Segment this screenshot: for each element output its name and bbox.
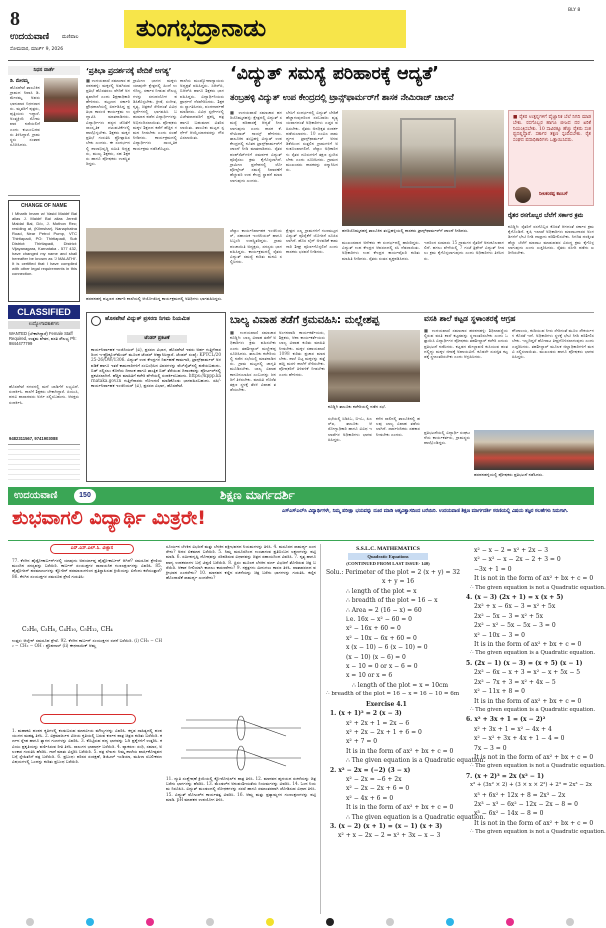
change-name-header: CHANGE OF NAME [20,203,68,209]
obit-header: ನಿಧನ ವಾರ್ತೆ [8,66,80,75]
math-exercise-label: Exercise 4.1 [366,700,407,708]
reg-dot-magenta [506,918,514,926]
article1-col2: ಗ್ರಾಮೀಣ ಭಾಗದ ಮಕ್ಕಳು ಯಾವುದೇ ಕ್ಷೇತ್ರದಲ್ಲಿ ಹಿಂದೆ ಉಳಿದಿಲ್ಲ. ಸರ್ಕಾರ ನೀಡುವ ಸೌಲಭ್ಯಗಳನ್ನು ಸದುಪಯೋಗ ಪಡಿಸಿಕೊಳ್ಳಬೇಕು. ಕ್ರೀಡೆ, ಸಂಗೀತ, ನೃತ್ಯ, ಚಿತ್ರಕಲೆ ಸೇರಿದಂತೆ ವಿವಿಧ ಸ್ಪರ್ಧೆಗಳಲ್ಲಿ ಭಾಗವಹಿಸಿ ಬಹುಮಾನ ಪಡೆದ ವಿದ್ಯಾರ್ಥಿಗಳನ್ನು ಅಭಿನಂದಿಸಲಾಯಿತು. ಪೋಷಕರು ಮಕ್ಕಳ ಶಿಕ್ಷಣದ ಕಡೆಗೆ ಹೆಚ್ಚಿನ ಗಮನ ನೀಡಬೇಕು ಎಂದು ಸಲಹೆ ನೀಡಿದರು. ಕಾರ್ಯಕ್ರಮದಲ್ಲಿ ವಿದ್ಯಾರ್ಥಿಗಳು ಸಾಂಸ್ಕೃತಿಕ ಕಾರ್ಯಕ್ರಮ ನಡೆಸಿಕೊಟ್ಟರು. [133,78,178,151]
article4-col3: ಪ್ರತಿಭಟನೆಯಲ್ಲಿ ವಿದ್ಯಾರ್ಥಿ ಸಂಘಟನೆಯ ಕಾರ್ಯಕರ್ತರು, ಗ್ರಾಮಸ್ಥರು ಪಾಲ್ಗೊಂಡಿದ್ದರು. [424,430,470,446]
math-line: 1. (x + 1)² = 2 (x − 3) [330,710,402,718]
change-name-body: I Mharib Imam w/ Vasid Maidrf Bai alias J. Maidrf Bai alias Jeredi Maidal Bai, D/o, J. Mothon Rec; residing at, (Kilmshar), Nanaphatna Road, Near Petrol Pump, VTC Thirtiapadi, PO: Thirtiapadi, Sub District: Thirtiapadi, District: Vijayanagara, Karnataka - 577 432, have changed my name and shall hereafter be known as 'J MALATHI'. It is certified that I have complied with other legal requirements in this connection. [12,211,77,276]
math-line: It is not in the form of ax² + bx + c = 0 [474,753,594,761]
structure-diagram [22,680,152,710]
masthead-rule [8,60,594,61]
divider-2 [8,540,594,541]
math-line: It is in the form of ax² + bx + c = 0 [346,804,454,812]
math-line: x³ + (3x² × 2) + (3 × x × 2²) + 2³ = 2x³ − 2x [470,782,592,789]
carbon-structure-svg [22,680,152,710]
classified-ad-2: ಹೊಸಪೇಟೆ ನಗರದಲ್ಲಿ ಮನೆ ಬಾಡಿಗೆಗೆ ಲಭ್ಯವಿದೆ. ಸಂಪರ್ಕಿಸಿ. ಶಾಲೆಗೆ ಶಿಕ್ಷಕರು ಬೇಕಾಗಿದ್ದಾರೆ. ಪಿಯುಸಿ, ಪದವಿ ಪಾಸಾದವರು ಅರ್ಜಿ ಸಲ್ಲಿಸಬಹುದು. ಆಸಕ್ತರು ಸಂಪರ್ಕಿಸಿ. [9,384,79,405]
math-line: It is not in the form of ax² + bx + c = 0 [474,575,594,583]
math-line: 2x² − 7x + 3 = x² + 4x − 5 [474,678,556,686]
page-number: 8 [10,8,20,30]
math-line: x² − x² + 3x + 4x + 1 − 4 = 0 [474,735,565,743]
edition: ಮಣಿಪಾಲ [62,34,79,40]
side-box-title: ರೈತರ ರಸಗೊಬ್ಬರ ಬೆಲೆಗೆ ಸರ್ಕಾರ ಕ್ರಮ [508,212,584,219]
side-news-box [508,110,594,206]
article3-photo [328,330,420,402]
registration-marks [0,916,600,928]
tender-label: ಟೆಂಡರ್ ಪ್ರಕಟಣೆ [127,335,187,343]
article2-title: ‘ವಿದ್ಯುತ್ ಸಮಸ್ಯೆ ಪರಿಹಾರಕ್ಕೆ ಆದ್ಯತೆ’ [230,64,439,84]
math-line: 7. (x + 2)³ = 2x (x² − 1) [466,772,544,780]
math-line: x + y = 16 [382,578,415,586]
article4-photo-caption: ಹರಪನಹಳ್ಳಿಯಲ್ಲಿ ಪೋಷಕರು ಪ್ರತಿಭಟನೆ ನಡೆಸಿದರು. [474,472,544,477]
math-title: S.S.L.C. MATHEMATICS [356,546,420,552]
math-line: (x − 10) (x − 6) = 0 [346,653,406,661]
math-line: x² − 4x + 6 = 0 [346,794,394,802]
change-of-name-box [8,200,80,302]
math-line: ∴ The given equation is a Quadratic equation. [470,650,596,657]
math-line: 5. (2x − 1) (x − 3) = (x + 5) (x − 1) [466,659,583,667]
paper-name: ಉದಯವಾಣಿ [10,32,50,42]
edu-col1-formula: C₂H₆, C₃H₈, C₄H₁₀, C₅H₁₂, CH₄ [22,626,113,633]
lens-ray-svg [176,712,306,772]
reg-dot-grey [206,918,214,926]
masthead [8,8,594,60]
reg-dot-grey [26,918,34,926]
math-line: x = 10 or x = 6 [346,672,393,680]
reg-dot-cyan [446,918,454,926]
left-ad-block [8,444,80,484]
math-line: ∴ Area = 2 (16 − x) = 60 [346,606,422,614]
article2-col2: ಬೇಸಿಗೆ ಸಂದರ್ಭದಲ್ಲಿ ವಿದ್ಯುತ್ ಬೇಡಿಕೆ ಹೆಚ್ಚಾಗುವುದರಿಂದ ಸರಬರಾಜು ವ್ಯತ್ಯಯವಾಗದಂತೆ ಅಧಿಕಾರಿಗಳು ಎಚ್ಚರ ವಹಿಸಬೇಕು. ರೈತರು ಅನಧಿಕೃತ ಸಂಪರ್ಕ ಪಡೆಯಬಾರದು. 10 ಎಂವಿಎ ಸಾಮರ್ಥ್ಯದ ಟ್ರಾನ್ಸ್‌ಫಾರ್ಮರ್ ಅಳವಡಿಕೆಯಿಂದ ಸುತ್ತಲಿನ ಗ್ರಾಮಗಳಿಗೆ ಅನುಕೂಲವಾಗಲಿದೆ. ಜೆಸ್ಕಾಂ ಅಧಿಕಾರಿಗಳು ರೈತರ ದೂರುಗಳಿಗೆ ತಕ್ಷಣ ಸ್ಪಂದಿಸಬೇಕು ಎಂದು ಸೂಚಿಸಿದರು. ಗ್ರಾಮದ ಮುಖಂಡರು ಶಾಸಕರನ್ನು ಸನ್ಮಾನಿಸಿದರು. [286,110,338,173]
banner-logo: ಉದಯವಾಣಿ [14,490,58,501]
math-line: ∴ length of the plot = x [346,587,417,595]
math-line: x − 10 = 0 or x − 6 = 0 [346,663,418,671]
math-line: ∴ The given equation is a Quadratic equation. [346,757,486,765]
reg-dot-black [326,918,334,926]
math-line: x² + 7 = 0 [346,738,378,746]
edu-col1-text-a: 77. ಕೆಳಗಿನ ಹೈಡ್ರೋಕಾರ್ಬನ್‌ಗಳಲ್ಲಿ ಯಾವುದು ಅಪರ್ಯಾಪ್ತ ಹೈಡ್ರೋಕಾರ್ಬನ್ ಆಗಿದೆ? ಸಮರೂಪ ಶ್ರೇಣಿಯ ಮುಂದಿನ ಸದಸ್ಯವನ್ನು ಬರೆಯಿರಿ. ಕಾರ್ಬನ್ ಸಂಯುಕ್ತಗಳ ರಾಸಾಯನಿಕ ಗುಣಲಕ್ಷಣಗಳನ್ನು ವಿವರಿಸಿ. 85. ಹೈಡ್ರೋಜನ್ ಪರಮಾಣುಗಳನ್ನು ಕ್ಲೋರಿನ್ ಪರಮಾಣುಗಳಿಂದ ಪ್ರತಿಸ್ಥಾಪಿಸುವ ಕ್ರಿಯೆಯನ್ನು ಏನೆಂದು ಕರೆಯುತ್ತಾರೆ? 86. ಕೆಳಗಿನ ಸಂಯುಕ್ತಗಳ ಸಮರೂಪ ಶ್ರೇಣಿ ಗುರುತಿಸಿ: [12,558,162,579]
classified-wanted: WANTED (ಬೇಕಾಗಿದ್ದಾರೆ) Female Staff Required, ಉತ್ತಮ ವೇತನ, ವಸತಿ ಸೌಲಭ್ಯ Ph: 9844477799 [9,331,77,347]
math-line: x² − x − 2 = x² + 2x − 3 [474,547,549,554]
obituary-box [8,66,80,196]
article2-col1: ■ ಉದಯವಾಣಿ ಸಮಾಚಾರ ಹಗರಿಬೊಮ್ಮನಹಳ್ಳಿ: ಕ್ಷೇತ್ರದಲ್ಲಿ ವಿದ್ಯುತ್ ಸಮಸ್ಯೆ ಪರಿಹಾರಕ್ಕೆ ಆದ್ಯತೆ ನೀಡಲಾಗುವುದು ಎಂದು ಶಾಸಕ ಕೆ. ನೇಮಿರಾಜ್ ನಾಯ್ಕ್ ಹೇಳಿದರು. ತಾಲೂಕಿನ ತಂಬ್ರಹಳ್ಳಿ ವಿದ್ಯುತ್ ಉಪ ಕೇಂದ್ರದಲ್ಲಿ ನೂತನ ಟ್ರಾನ್ಸ್‌ಫಾರ್ಮರ್‌ಗೆ ಚಾಲನೆ ನೀಡಿ ಮಾತನಾಡಿದರು. ರೈತರ ಪಂಪ್‌ಸೆಟ್‌ಗಳಿಗೆ ಸಮರ್ಪಕ ವಿದ್ಯುತ್ ಪೂರೈಸಲು ಕ್ರಮ ಕೈಗೊಳ್ಳಲಾಗಿದೆ. ಗ್ರಾಮೀಣ ಪ್ರದೇಶದಲ್ಲಿ ಲೋ ವೋಲ್ಟೇಜ್ ಸಮಸ್ಯೆ ನಿವಾರಣೆಗೆ ಹೆಚ್ಚುವರಿ ಉಪ ಕೇಂದ್ರ ಸ್ಥಾಪನೆ ಮಾಡಲಾಗುವುದು ಎಂದರು. [230,110,282,183]
math-line: 2. x² − 2x = (−2) (3 − x) [330,766,411,774]
side-news-text: ■ ರೈತರ ಉತ್ಪನ್ನಗಳಿಗೆ ವೈಜ್ಞಾನಿಕ ಬೆಲೆ ನಿಗದಿ ಮಾಡಬೇಕು. ರಸಗೊಬ್ಬರ ಹಾಗೂ ಬೀಜದ ದರ ಏರಿಕೆ ನಿಯಂತ್ರಿಸಬೇಕು. 10 ಸಾವಿರಕ್ಕೂ ಹೆಚ್ಚು ರೈತರು ಸಂಕಷ್ಟದಲ್ಲಿದ್ದಾರೆ. ಸರ್ಕಾರ ತಕ್ಷಣ ಸ್ಪಂದಿಸಬೇಕು. ರೈತ ಸಂಘದ ಪದಾಧಿಕಾರಿಗಳು ಒತ್ತಾಯಿಸಿದರು. [513,115,591,144]
reg-dot-magenta [146,918,154,926]
math-line: 2x³ − x³ − 6x² − 12x − 2x − 8 = 0 [474,800,578,808]
edu-col1-text-b: ಉತ್ತರ: ಆಲ್ಕೇನ್ ಸಮರೂಪ ಶ್ರೇಣಿ. 92. ಕೆಳಗಿನ ಕಾರ್ಬನ್ ಸಂಯುಕ್ತಗಳ ರಚನೆ ಬರೆಯಿರಿ. (i) CH₃ − CH₂ − CH₂ − OH : ಪ್ರೊಪನಾಲ್ (ii) ಈಥನಾಯಿಕ್ ಆಮ್ಲ [12,638,162,649]
side-box-body: ಕೂಡ್ಲಿಗಿ: ರೈತರಿಗೆ ರಸಗೊಬ್ಬರ ಕೊರತೆ ಆಗದಂತೆ ಸರ್ಕಾರ ಕ್ರಮ ಕೈಗೊಂಡಿದೆ. ಕೃಷಿ ಇಲಾಖೆ ಅಧಿಕಾರಿಗಳು ಮಾರಾಟಗಾರರ ಅಂಗಡಿಗಳಿಗೆ ಭೇಟಿ ನೀಡಿ ದಾಸ್ತಾನು ಪರಿಶೀಲಿಸಬೇಕು. ನಿಗದಿತ ದರಕ್ಕಿಂತ ಹೆಚ್ಚು ಬೆಲೆಗೆ ಮಾರಾಟ ಮಾಡುವವರ ವಿರುದ್ಧ ಕ್ರಮ ಕೈಗೊಳ್ಳಲಾಗುವುದು ಎಂದು ಎಚ್ಚರಿಸಿದರು. ರೈತರು ರಸೀದಿ ಪಡೆದು ಖರೀದಿಸಬೇಕು. [508,224,594,256]
reg-dot-yellow [266,918,274,926]
article3-col4: ಕಳೆದ ಸಾಲಿನಲ್ಲಿ ತಾಲೂಕಿನಲ್ಲಿ ಹಲವು ಬಾಲ್ಯ ವಿವಾಹ ತಡೆಯಲಾಗಿದೆ. ಸಾರ್ವಜನಿಕರು ಸಹಕಾರ ನೀಡಬೇಕು ಎಂದರು. [376,416,420,437]
math-subtitle: Quadratic Equations [348,553,428,560]
section-title: ತುಂಗಭದ್ರಾನಾಡು [136,14,267,42]
classified-sub: ಉದ್ಯೋಗಾವಕಾಶಗಳು [8,321,80,329]
article1-photo-caption: ಹರಪನಹಳ್ಳಿ ಪಟ್ಟಣದ ಸರ್ಕಾರಿ ಶಾಲೆಯಲ್ಲಿ ಆಯೋಜಿಸಿದ್ದ ಕಾರ್ಯಕ್ರಮದಲ್ಲಿ ಅತಿಥಿಗಳು ಭಾಗವಹಿಸಿದ್ದರು. [86,296,223,301]
article2-col4: ಕ್ಷೇತ್ರದ ಎಲ್ಲ ಗ್ರಾಮಗಳಿಗೆ ಗುಣಮಟ್ಟದ ವಿದ್ಯುತ್ ಪೂರೈಕೆಗೆ ಯೋಜನೆ ರೂಪಿಸಲಾಗಿದೆ. ಹೊಸ ಲೈನ್ ಅಳವಡಿಕೆ ಕಾಮಗಾರಿ ಶೀಘ್ರ ಪೂರ್ಣಗೊಳ್ಳಲಿದೆ ಎಂದು ಶಾಸಕರು ಭರವಸೆ ನೀಡಿದರು. [286,228,338,254]
math-line: ∴ breadth of the plot = 16 − x = 16 − 10 = 6m [326,691,460,698]
math-line: ∴ The given equation is not a Quadratic equation. [470,829,606,836]
edu-col1-header: ಎಸ್‌.ಎಸ್‌.ಎಲ್‌.ಸಿ. ವಿಜ್ಞಾನ [50,544,134,554]
math-line: 6. x² + 3x + 1 = (x − 2)² [466,716,546,724]
banner-title: ಶಿಕ್ಷಣ ಮಾರ್ಗದರ್ಶಿ [220,488,295,502]
classified-header: CLASSIFIED [8,305,80,319]
article2-col5: ಮುಖಂಡರಾದ ಅನೇಕರು ಈ ಸಂದರ್ಭದಲ್ಲಿ ಹಾಜರಿದ್ದರು. ವಿದ್ಯುತ್ ಉಪ ಕೇಂದ್ರದ ಆವರಣದಲ್ಲಿ ಸಸಿ ನೆಡಲಾಯಿತು. ಅಧಿಕಾರಿಗಳು ಉಪ ಕೇಂದ್ರದ ಕಾರ್ಯವೈಖರಿ ಕುರಿತು ಮಾಹಿತಿ ನೀಡಿದರು. ರೈತರು ಸಂತಸ ವ್ಯಕ್ತಪಡಿಸಿದರು. [342,240,420,261]
side-news-avatar [515,187,531,203]
article3-col2: ಅಂಗನವಾಡಿ ಕಾರ್ಯಕರ್ತೆಯರು, ಶಿಕ್ಷಕರು, ಆಶಾ ಕಾರ್ಯಕರ್ತೆಯರು ಬಾಲ್ಯ ವಿವಾಹ ಕುರಿತು ಮಾಹಿತಿ ನೀಡಬೇಕು. ಮಕ್ಕಳ ಸಹಾಯವಾಣಿ 1098 ಕುರಿತು ಪ್ರಚಾರ ಮಾಡಬೇಕು. ಶಾಲೆ ಬಿಟ್ಟ ಮಕ್ಕಳನ್ನು ಪತ್ತೆ ಹಚ್ಚಿ ಮರಳಿ ಶಾಲೆಗೆ ಸೇರಿಸಬೇಕು. ಪೋಷಕರಿಗೆ ತಿಳಿವಳಿಕೆ ನೀಡಬೇಕು ಎಂದು ಹೇಳಿದರು. [279,330,325,377]
article2-photo-frame [400,118,456,188]
notice-emblem [91,316,101,326]
edu-col2-text-a: ಸೂರ್ಯನ ಬೆಳಕಿನ ವಿಭಜನೆ ಮತ್ತು ಬೆಳಕಿನ ವಕ್ರೀಭವನದ ನಿಯಮಗಳನ್ನು ತಿಳಿಸಿ. 4. ಮಸೂರದ ಸಾಮರ್ಥ್ಯ ಎಂದರೇನು? ಅದರ ಏಕಮಾನ ಬರೆಯಿರಿ. 5. ನಿಮ್ನ ಮಸೂರದಿಂದ ಉಂಟಾಗುವ ಪ್ರತಿಬಿಂಬದ ಲಕ್ಷಣಗಳನ್ನು ಪಟ್ಟಿ ಮಾಡಿ. 6. ಸಮೀಪದೃಷ್ಟಿ ದೋಷವನ್ನು ಸರಿಪಡಿಸುವ ವಿಧಾನವನ್ನು ಚಿತ್ರದ ಸಹಾಯದಿಂದ ವಿವರಿಸಿ. 7. ನೃತ್ಯ ಹಾಗೂ ವಾದ್ಯ ಉಪಕರಣಗಳ ಬಗ್ಗೆ ಟಿಪ್ಪಣಿ ಬರೆಯಿರಿ. 8. ಪ್ರಿಸಂ ಮೂಲಕ ಬೆಳಕಿನ ವರ್ಣ ವಿಭಜನೆ ತೋರಿಸುವ ಚಿತ್ರ ಬರೆಯಿರಿ. ಆಕಾಶ ನೀಲಿಯಾಗಿ ಕಾಣಲು ಕಾರಣವೇನು? 9. ನಕ್ಷತ್ರಗಳು ಮಿನುಗಲು ಕಾರಣ ತಿಳಿಸಿ. ವಾತಾವರಣದ ವಕ್ರೀಭವನ ಎಂದರೇನು? 10. ಮಾನವನ ಕಣ್ಣಿನ ರಚನೆಯನ್ನು ಚಿತ್ರ ಬರೆದು ಭಾಗಗಳನ್ನು ಗುರುತಿಸಿ. ಕಣ್ಣಿನ ಹೊಂದಾಣಿಕೆ ಸಾಮರ್ಥ್ಯ ಎಂದರೇನು? [166,544,316,581]
math-line: ∴ The given equation is a Quadratic equation. [346,813,486,821]
banner-intro: ಎಸ್‌ಎಸ್‌ಎಲ್‌ಸಿ ವಿದ್ಯಾರ್ಥಿಗಳೇ, ನಿಮ್ಮ ಪರೀಕ್ಷಾ ಭಯವನ್ನು ದೂರ ಮಾಡಿ ಆತ್ಮವಿಶ್ವಾಸದಿಂದ ಬರೆಯಿರಿ. ಉದಯವಾಣಿ ಶಿಕ್ಷಣ ಮಾರ್ಗದರ್ಶಿ ಸರಣಿಯಲ್ಲಿ ವಿಷಯ ತಜ್ಞರ ಸಲಹೆಗಳು ನಿಮಗಾಗಿ. [282,508,569,514]
math-col2 [462,546,606,914]
math-line: x² − 10x − 3 = 0 [474,631,525,639]
ply-code: BLY 8 [568,8,581,13]
math-line: ∴ The given equation is not a Quadratic equation. [470,584,606,591]
article2-col6: ಇದರಿಂದ ಸುಮಾರು 15 ಗ್ರಾಮಗಳ ರೈತರಿಗೆ ಅನುಕೂಲವಾಗಲಿದೆ. ಹಗಲು ವೇಳೆಯಲ್ಲಿ 7 ಗಂಟೆ ತ್ರಿಫೇಸ್ ವಿದ್ಯುತ್ ನೀಡಲು ಕ್ರಮ ಕೈಗೊಳ್ಳಲಾಗುವುದು ಎಂದು ಅಧಿಕಾರಿಗಳು ತಿಳಿಸಿದರು. [424,240,504,261]
article1-photo [86,228,224,294]
math-line: x² − 11x + 8 = 0 [474,688,525,696]
math-line: x³ − 6x² − 14x − 8 = 0 [474,810,544,818]
article4-col2: ಶೌಚಾಲಯ, ಕುಡಿಯುವ ನೀರು ಸೇರಿದಂತೆ ಮೂಲ ಸೌಕರ್ಯಗಳ ಕೊರತೆ ಇದೆ. ಅಧಿಕಾರಿಗಳು ಸ್ಥಳಕ್ಕೆ ಭೇಟಿ ನೀಡಿ ಪರಿಶೀಲಿಸಬೇಕು. ಇಲ್ಲದಿದ್ದರೆ ಹೋರಾಟ ತೀವ್ರಗೊಳಿಸಲಾಗುವುದು ಎಂದು ಎಚ್ಚರಿಸಿದರು. ತಹಶೀಲ್ದಾರ್ ಮೂಲಕ ಜಿಲ್ಲಾಧಿಕಾರಿಗಳಿಗೆ ಮನವಿ ಸಲ್ಲಿಸಲಾಯಿತು. ಮುಖಂಡರು ಹಾಗೂ ಪೋಷಕರು ಭಾಗವಹಿಸಿದ್ದರು. [512,328,594,360]
divider-1 [230,312,594,313]
banner-headline: ಶುಭವಾಗಲಿ ವಿದ್ಯಾರ್ಥಿ ಮಿತ್ರರೇ! [12,507,206,529]
notice-title: ಹೊಸಪೇಟೆ ವಿದ್ಯುತ್ ಪ್ರಸರಣ ನಿಗಮ ನಿಯಮಿತ [105,316,190,322]
article1-title: ‘ಪ್ರತಿಭಾ ಪ್ರದರ್ಶನಕ್ಕೆ ವೇದಿಕೆ ಅಗತ್ಯ’ [86,66,172,75]
math-line: It is in the form of ax² + bx + c = 0 [474,697,582,705]
math-line: i.e. 16x − x² − 60 = 0 [346,616,412,624]
obit-photo [44,78,78,122]
math-line: x² − 10x − 6x + 60 = 0 [346,634,417,642]
notice-box [86,312,226,482]
math-col1 [326,568,486,914]
math-line: 4. (x − 3) (2x + 1) = x (x + 5) [466,594,564,602]
article4-title: ವಸತಿ ಶಾಲೆ ಕಟ್ಟಡ ಸ್ಥಳಾಂತರಕ್ಕೆ ಆಗ್ರಹ [424,314,516,323]
article1-col1: ■ ಉದಯವಾಣಿ ಸಮಾಚಾರ ಹರಪನಹಳ್ಳಿ: ಮಕ್ಕಳಲ್ಲಿ ಅಡಗಿರುವ ಪ್ರತಿಭೆ ಹೊರತರಲು ವೇದಿಕೆ ಅಗತ್ಯವಾಗಿದೆ ಎಂದು ಶಿಕ್ಷಣಾಧಿಕಾರಿ ಹೇಳಿದರು. ಪಟ್ಟಣದ ಸರ್ಕಾರಿ ಪ್ರೌಢಶಾಲೆಯಲ್ಲಿ ಏರ್ಪಡಿಸಿದ್ದ ಪ್ರತಿಭಾ ಕಾರಂಜಿ ಕಾರ್ಯಕ್ರಮ ಉದ್ಘಾಟಿಸಿ ಮಾತನಾಡಿದರು. ವಿದ್ಯಾರ್ಥಿಗಳು ಪಠ್ಯದ ಜೊತೆಗೆ ಸಾಂಸ್ಕೃತಿಕ ಚಟುವಟಿಕೆಗಳಲ್ಲಿ ಪಾಲ್ಗೊಳ್ಳಬೇಕು. ಶಿಕ್ಷಕರು ಮಕ್ಕಳ ಪ್ರತಿಭೆ ಗುರುತಿಸಿ ಪ್ರೋತ್ಸಾಹಿಸಬೇಕು ಎಂದರು. ಈ ಸಂದರ್ಭದಲ್ಲಿ ಶಾಲಾಭಿವೃದ್ಧಿ ಸಮಿತಿ ಅಧ್ಯಕ್ಷರು, ಮುಖ್ಯ ಶಿಕ್ಷಕರು, ಸಹ ಶಿಕ್ಷಕರು ಹಾಗೂ ಪೋಷಕರು ಉಪಸ್ಥಿತರಿದ್ದರು. [86,78,130,167]
reg-dot-grey [566,918,574,926]
math-line: 2x² − x² − 5x − 5x − 3 = 0 [474,622,556,630]
article3-title: ಬಾಲ್ಯ ವಿವಾಹ ತಡೆಗೆ ಕ್ರಮವಹಿಸಿ: ಮಲ್ಲೇಶಪ್ಪ [230,314,380,326]
article4-col1: ■ ಉದಯವಾಣಿ ಸಮಾಚಾರ ಹರಪನಹಳ್ಳಿ: ಶಿಥಿಲಾವಸ್ಥೆಯಲ್ಲಿರುವ ವಸತಿ ಶಾಲೆ ಕಟ್ಟಡವನ್ನು ಸ್ಥಳಾಂತರಿಸಬೇಕು ಎಂದು ಒತ್ತಾಯಿಸಿ ವಿದ್ಯಾರ್ಥಿಗಳ ಪೋಷಕರು ತಹಶೀಲ್ದಾರ್ ಕಚೇರಿ ಎದುರು ಪ್ರತಿಭಟನೆ ನಡೆಸಿದರು. ಕಟ್ಟಡದ ಮೇಲ್ಛಾವಣಿ ಕುಸಿಯುವ ಹಂತದಲ್ಲಿದ್ದು ಮಕ್ಕಳ ಜೀವಕ್ಕೆ ಅಪಾಯವಿದೆ. ಕೂಡಲೇ ಸುಸಜ್ಜಿತ ಕಟ್ಟಡಕ್ಕೆ ಸ್ಥಳಾಂತರಿಸಬೇಕು ಎಂದು ಆಗ್ರಹಿಸಿದರು. [424,328,508,360]
notice-body: ಕಾರ್ಯನಿರ್ವಾಹಕ ಇಂಜಿನಿಯರ್ (ವಿ), ಪ್ರಸರಣ ವಿಭಾಗ, ಹೊಸಪೇಟೆ ಇವರು ಅರ್ಹ ಗುತ್ತಿಗೆದಾರರಿಂದ ಇ-ಪ್ರೊಕ್ಯೂರ್‌ಮೆಂಟ್ ಮೂಲಕ ಟೆಂಡರ್ ಆಹ್ವಾನಿಸಿದ್ದಾರೆ. ಟೆಂಡರ್ ಸಂಖ್ಯೆ: KPTCL/2025-26/OW/1306. ವಿದ್ಯುತ್ ಉಪ ಕೇಂದ್ರಗಳ ನಿರ್ವಹಣೆ ಕಾಮಗಾರಿ, ಟ್ರಾನ್ಸ್‌ಫಾರ್ಮರ್ ಅಳವಡಿಕೆ ಹಾಗೂ ಇತರೆ ಕಾಮಗಾರಿಗಳಿಗೆ ಸಂಬಂಧಿಸಿದ ವಿವರಗಳನ್ನು ವೆಬ್‌ಸೈಟ್‌ನಲ್ಲಿ ಪಡೆಯಬಹುದು. ಬಿಡ್ ಸಲ್ಲಿಸಲು ಕೊನೆಯ ದಿನಾಂಕ ಹಾಗೂ ತಾಂತ್ರಿಕ ಬಿಡ್ ತೆರೆಯುವ ದಿನಾಂಕವನ್ನು ಪೋರ್ಟಲ್‌ನಲ್ಲಿ ಪ್ರಕಟಿಸಲಾಗಿದೆ. ಹೆಚ್ಚಿನ ಮಾಹಿತಿಗೆ ಕಚೇರಿ ವೇಳೆಯಲ್ಲಿ ಸಂಪರ್ಕಿಸಬಹುದು. https://kppp.karnataka.gov.in ಗುತ್ತಿಗೆದಾರರು ನೋಂದಣಿ ಮಾಡಿಕೊಂಡು ಭಾಗವಹಿಸಬಹುದು. ಸಹಿ/- ಕಾರ್ಯನಿರ್ವಾಹಕ ಇಂಜಿನಿಯರ್ (ವಿ), ಪ್ರಸರಣ ವಿಭಾಗ, ಹೊಸಪೇಟೆ. [91,347,221,389]
math-line: ∴ breadth of the plot = 16 − x [346,597,438,605]
edu-col2-text-b: 11. ದ್ಯುತಿ ಸಂಶ್ಲೇಷಣೆ ಕ್ರಿಯೆಯಲ್ಲಿ ಕ್ಲೋರೋಫಿಲ್‌ನ ಪಾತ್ರ ತಿಳಿಸಿ. 12. ಮಾನವನ ಹೃದಯದ ರಚನೆಯನ್ನು ಚಿತ್ರ ಬರೆದು ಭಾಗಗಳನ್ನು ಹೆಸರಿಸಿ. 13. ಮೆಂಡಲ್‌ನ ಅನುವಂಶೀಯತೆಯ ನಿಯಮಗಳನ್ನು ವಿವರಿಸಿ. 14. ಓಂನ ನಿಯಮ ನಿರೂಪಿಸಿ. ವಿದ್ಯುತ್ ಮಂಡಲದಲ್ಲಿ ರೋಧಕಗಳನ್ನು ಸರಣಿ ಹಾಗೂ ಸಮಾಂತರವಾಗಿ ಜೋಡಿಸುವ ವಿಧಾನ ತಿಳಿಸಿ. 15. ವಿದ್ಯುತ್ ಮೋಟರ್‌ನ ಕಾರ್ಯತತ್ವ ವಿವರಿಸಿ. 16. ಆಮ್ಲ ಮತ್ತು ಪ್ರತ್ಯಾಮ್ಲಗಳ ಗುಣಲಕ್ಷಣಗಳನ್ನು ಪಟ್ಟಿ ಮಾಡಿ. pH ಮಾಪಕದ ಉಪಯೋಗ ತಿಳಿಸಿ. [166,776,316,802]
math-line: 3. (x − 2) (x + 1) = (x − 1) (x + 3) [330,822,443,830]
edu-col1-text-c: 1. ಮಹಾಕವಿ ಪಂಪನ ಕೃತಿಗಳಲ್ಲಿ ಕಂಡುಬರುವ ಮಾನವೀಯ ಮೌಲ್ಯಗಳನ್ನು ವಿವರಿಸಿ. ಕನ್ನಡ ಸಾಹಿತ್ಯದಲ್ಲಿ ಪಂಪ ಯುಗದ ಮಹತ್ವ ತಿಳಿಸಿ. 2. ವಿಕ್ರಮಾರ್ಜುನ ವಿಜಯ ಕೃತಿಯಲ್ಲಿ ಬರುವ ಕರ್ಣನ ಪಾತ್ರ ಚಿತ್ರಣ ಕುರಿತು ಬರೆಯಿರಿ. ಕರ್ಣನ ಸ್ನೇಹ ಹಾಗೂ ತ್ಯಾಗದ ಗುಣಗಳನ್ನು ವಿವರಿಸಿ. 3. ಕೊಟ್ಟಿರುವ ಪದ್ಯ ಭಾಗವನ್ನು ಓದಿ ಪ್ರಶ್ನೆಗಳಿಗೆ ಉತ್ತರಿಸಿ. ಕವಿಯು ಪ್ರಕೃತಿಯನ್ನು ವರ್ಣಿಸಿರುವ ರೀತಿ ತಿಳಿಸಿ. ಸಾಲುಗಳ ಭಾವಾರ್ಥ ಬರೆಯಿರಿ. 4. ವ್ಯಾಕರಣ: ಸಂಧಿ, ಸಮಾಸ, ಅಲಂಕಾರ ಗುರುತಿಸಿ ಹೆಸರಿಸಿ. ಗಾದೆ ಮಾತು ವಿಸ್ತರಿಸಿ ಬರೆಯಿರಿ. 5. ಪತ್ರ ಲೇಖನ: ನಿಮ್ಮ ಶಾಲೆಯ ವಾರ್ಷಿಕೋತ್ಸವದ ಬಗ್ಗೆ ಸ್ನೇಹಿತನಿಗೆ ಪತ್ರ ಬರೆಯಿರಿ. 6. ಪ್ರಬಂಧ: ಪರಿಸರ ಸಂರಕ್ಷಣೆ, ಡಿಜಿಟಲ್ ಇಂಡಿಯಾ, ಮಹಿಳಾ ಸಬಲೀಕರಣ ವಿಷಯಗಳಲ್ಲಿ ಒಂದನ್ನು ಕುರಿತು ಪ್ರಬಂಧ ಬರೆಯಿರಿ. [12,728,162,765]
math-line: x² − 2x − 2x + 6 = 0 [346,785,410,793]
math-line: ∴ The given equation is a Quadratic equation. [470,706,596,713]
article2-photo-caption: ಹಗರಿಬೊಮ್ಮನಹಳ್ಳಿ ತಾಲೂಕಿನ ತಂಬ್ರಹಳ್ಳಿಯಲ್ಲಿ ಶಾಸಕರು ಟ್ರಾನ್ಸ್‌ಫಾರ್ಮರ್‌ಗೆ ಚಾಲನೆ ನೀಡಿದರು. [342,228,469,233]
math-line: 2x² + x − 6x − 3 = x² + 5x [474,603,556,611]
math-line: x² + x − 2x − 2 = x² + 3x − x − 3 [338,832,441,840]
math-line: It is in the form of ax² + bx + c = 0 [346,747,454,755]
math-line: x² + 2x + 1 = 2x − 6 [346,719,410,727]
lens-diagram [176,712,306,772]
math-line: 2x² − 6x − x + 3 = x² − x + 5x − 5 [474,669,581,677]
math-line: 7x − 3 = 0 [474,744,507,752]
ad-phone: 9482311567, 9741903088 [9,436,58,441]
math-line: x² + 3x + 1 = x² − 4x + 4 [474,725,552,733]
article2-subtitle: ತಂಬ್ರಹಳ್ಳಿ ವಿದ್ಯುತ್ ಉಪ ಕೇಂದ್ರದಲ್ಲಿ ಟ್ರಾನ್ಸ್‌ಫಾರ್ಮರ್‌ಗೆ ಶಾಸಕ ನೇಮಿರಾಜ್ ಚಾಲನೆ [230,92,454,102]
date: ಸೋಮವಾರ, ಮಾರ್ಚ್ 9, 2026 [10,47,64,52]
math-line: ∴ length of the plot = x = 10cm [352,681,449,689]
math-line: Solu.: Perimeter of the plot = 2 (x + y) = 32 [326,569,461,576]
article3-col3: ಸಭೆಯಲ್ಲಿ ಸಿಡಿಪಿಒ, ಬಿಇಒ, ಪಿಎಸ್‌ಐ, ತಾಲೂಕು ಆರೋಗ್ಯಾಧಿಕಾರಿ ಹಾಗೂ ವಿವಿಧ ಇಲಾಖೆಗಳ ಅಧಿಕಾರಿಗಳು ಭಾಗವಹಿಸಿದ್ದರು. [328,416,372,442]
obit-text: ಹೊಸಪೇಟೆ ತಾಲೂಕಿನ ಗ್ರಾಮದ ನಿವಾಸಿ ಡಿ. ಮೇರಮ್ಮ ಅವರು ಭಾನುವಾರ ನಿಧನರಾದರು. ಮೃತರಿಗೆ ಪುತ್ರರು, ಪುತ್ರಿಯರು ಇದ್ದಾರೆ. ಅಂತ್ಯಕ್ರಿಯೆ ಸೋಮವಾರ ನಡೆಯಲಿದೆ ಎಂದು ಕುಟುಂಬದವರು ತಿಳಿಸಿದ್ದಾರೆ. ಗ್ರಾಮಸ್ಥರು ಸಂತಾಪ ಸೂಚಿಸಿದರು. [10,85,40,148]
edu-col1-subheader [40,714,136,724]
math-line: x (x − 10) − 6 (x − 10) = 0 [346,644,428,652]
banner-badge: 150 [74,489,96,503]
article3-col1: ■ ಉದಯವಾಣಿ ಸಮಾಚಾರ ಕೂಡ್ಲಿಗಿ: ಬಾಲ್ಯ ವಿವಾಹ ತಡೆಗೆ ಅಧಿಕಾರಿಗಳು ಕ್ರಮ ವಹಿಸಬೇಕು ಎಂದು ತಹಶೀಲ್ದಾರ್ ಮಲ್ಲೇಶಪ್ಪ ಸೂಚಿಸಿದರು. ತಾಲೂಕು ಕಚೇರಿಯಲ್ಲಿ ನಡೆದ ಸಭೆಯಲ್ಲಿ ಮಾತನಾಡಿದರು. ಗ್ರಾಮ ಮಟ್ಟದಲ್ಲಿ ಜಾಗೃತಿ ಮೂಡಿಸಬೇಕು. ಬಾಲ್ಯ ವಿವಾಹ ಕಾನೂನುಬಾಹಿರ ಎಂಬುದನ್ನು ಜನರಿಗೆ ತಿಳಿಸಬೇಕು. ಮಾಹಿತಿ ದೊರೆತ ತಕ್ಷಣ ಸ್ಥಳಕ್ಕೆ ತೆರಳಿ ವಿವಾಹ ತಡೆಯಬೇಕು. [230,330,276,393]
math-line: x² − 2x = −6 + 2x [346,775,402,783]
math-continued: (CONTINUED FROM LAST ISSUE- 140) [346,561,430,566]
math-line: It is not in the form of ax² + bx + c = 0 [474,819,594,827]
math-line: x² − 16x + 60 = 0 [346,625,401,633]
article4-photo [474,430,594,470]
side-news-author: ನೀಲಕಂಠಪ್ಪ ಕಾಂಬಳೆ [539,192,568,197]
math-line: ∴ The given equation is not a Quadratic equation. [470,763,606,770]
reg-dot-cyan [86,918,94,926]
article1-col3: ಶಾಲೆಯ ಮುಖ್ಯೋಪಾಧ್ಯಾಯರು ಅಧ್ಯಕ್ಷತೆ ವಹಿಸಿದ್ದರು. ಸಿಆರ್‌ಪಿ, ಬಿಆರ್‌ಪಿ ಹಾಗೂ ಶಿಕ್ಷಕರು ಭಾಗವಹಿಸಿದ್ದರು. ವಿದ್ಯಾರ್ಥಿನಿಯರು ಪ್ರಾರ್ಥನೆ ನೆರವೇರಿಸಿದರು. ಶಿಕ್ಷಕರು ಸ್ವಾಗತಿಸಿದರು, ವಂದನಾರ್ಪಣೆ ಮಾಡಿದರು. ವಿವಿಧ ಸ್ಪರ್ಧೆಗಳಲ್ಲಿ ವಿಜೇತರಾದವರಿಗೆ ಪ್ರಶಸ್ತಿ ಪತ್ರ ಹಾಗೂ ಬಹುಮಾನ ವಿತರಿಸಲಾಯಿತು. ತಾಲೂಕು ಮಟ್ಟದ ಸ್ಪರ್ಧೆಗೆ ಆಯ್ಕೆಯಾದವರನ್ನು ಗೌರವಿಸಲಾಯಿತು. [180,78,224,141]
math-line: −3x + 1 = 0 [474,565,512,573]
math-line: x² − x² − x − 2x − 2 + 3 = 0 [474,556,561,564]
article2-col3: ಜೆಸ್ಕಾಂ ಕಾರ್ಯನಿರ್ವಾಹಕ ಇಂಜಿನಿಯರ್, ಸಹಾಯಕ ಇಂಜಿನಿಯರ್ ಹಾಗೂ ಸಿಬ್ಬಂದಿ ಉಪಸ್ಥಿತರಿದ್ದರು. ಗ್ರಾಮ ಪಂಚಾಯಿತಿ ಅಧ್ಯಕ್ಷರು, ಸದಸ್ಯರು ಭಾಗವಹಿಸಿದ್ದರು. ಕಾರ್ಯಕ್ರಮದಲ್ಲಿ ರೈತರು ವಿದ್ಯುತ್ ಸಮಸ್ಯೆ ಕುರಿತು ಮನವಿ ಸಲ್ಲಿಸಿದರು. [230,228,282,265]
math-line: x² + 2x − 2x + 1 + 6 = 0 [346,728,422,736]
math-line: 2x² − 5x − 3 = x² + 5x [474,612,543,620]
article3-photo-caption: ಕೂಡ್ಲಿಗಿ ತಾಲೂಕು ಕಚೇರಿಯಲ್ಲಿ ನಡೆದ ಸಭೆ. [328,404,387,409]
obit-name: ಡಿ. ಮೇರಮ್ಮ [10,79,29,84]
reg-dot-grey [386,918,394,926]
math-line: It is in the form of ax² + bx + c = 0 [474,641,582,649]
math-line: x³ + 6x² + 12x + 8 = 2x³ − 2x [474,791,566,799]
